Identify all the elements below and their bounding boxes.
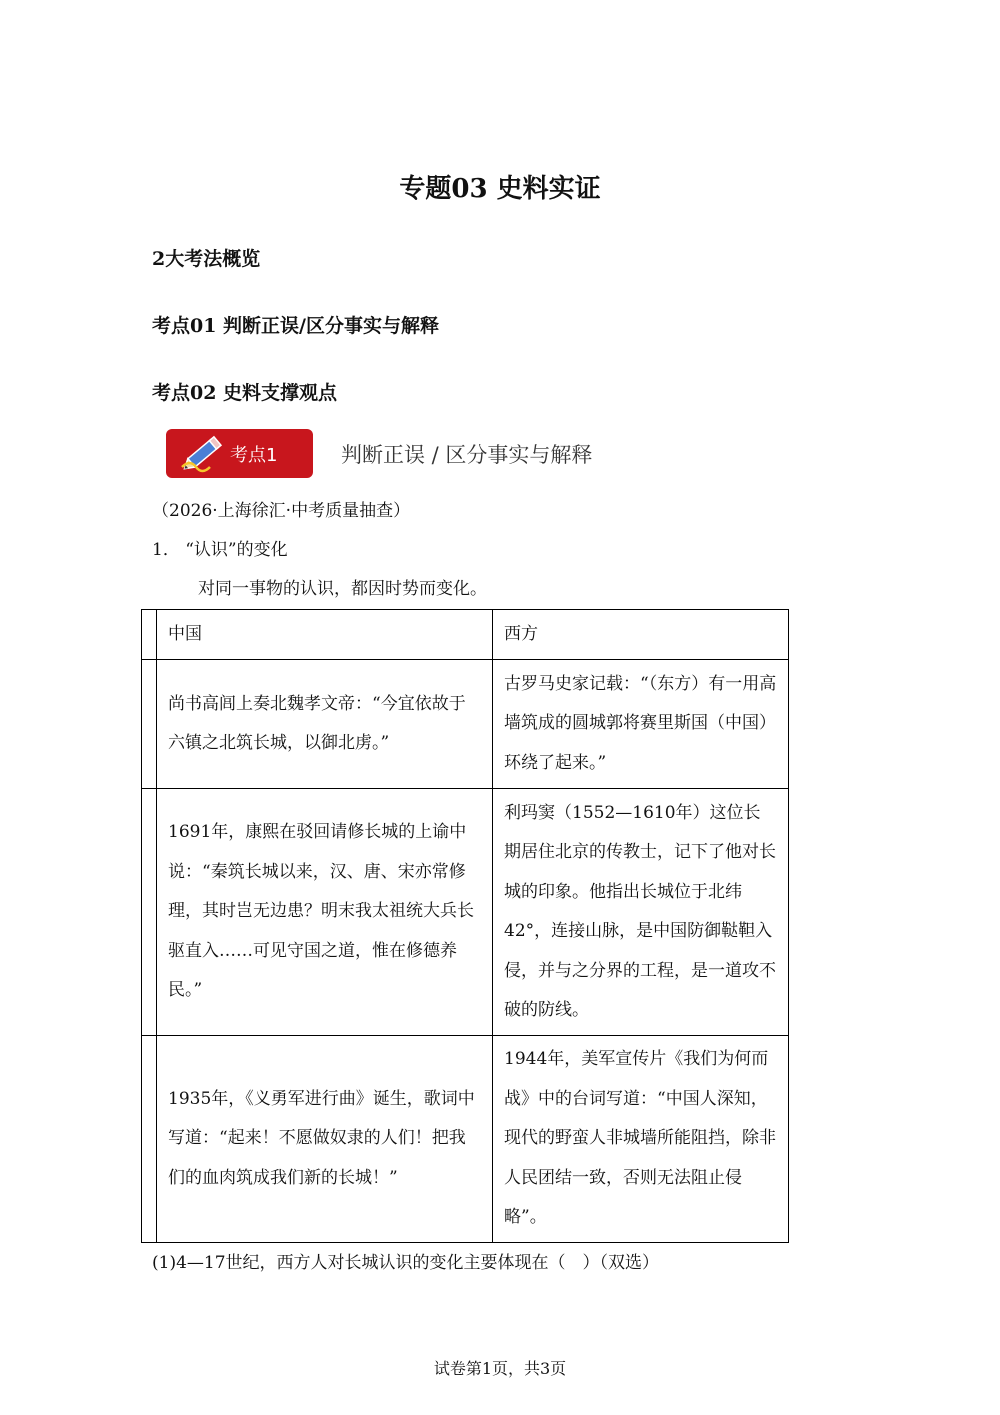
exam-point-badge-label: 考点1 [230,445,278,466]
sub-question-1: (1)4—17世纪，西方人对长城认识的变化主要体现在（ ）（双选） [152,1253,660,1273]
page-title: 专题03 史料实证 [399,174,601,204]
table-header-row [142,610,789,660]
question-number: 1． [152,540,180,560]
exam-point-subtitle: 判断正误 / 区分事实与解释 [341,443,593,467]
table-gutter-cell [142,1036,157,1243]
table-cell-china: 尚书高闾上奏北魏孝文帝：“今宜依故于六镇之北筑长城，以御北虏。” [157,660,493,789]
table-cell-west: 1944年，美军宣传片《我们为何而战》中的台词写道：“中国人深知，现代的野蛮人非城墙所能阻挡，除非人民团结一致，否则无法阻止侵略”。 [493,1036,789,1243]
table-row [142,660,789,789]
point-02-heading: 考点02 史料支撑观点 [152,382,338,404]
pencil-icon [174,429,234,478]
table-gutter-cell [142,610,157,660]
column-header-china: 中国 [157,610,493,660]
question-heading [152,535,288,560]
overview-heading: 2大考法概览 [152,248,261,270]
table-cell-west: 古罗马史家记载：“（东方）有一用高墙筑成的圆城郭将赛里斯国（中国）环绕了起来。” [493,660,789,789]
column-header-west: 西方 [493,610,789,660]
table-row [142,1036,789,1243]
table-gutter-cell [142,789,157,1036]
table-cell-china: 1935年，《义勇军进行曲》诞生，歌词中写道：“起来！不愿做奴隶的人们！把我们的血肉筑成我们新的长城！” [157,1036,493,1243]
table-gutter-cell [142,660,157,789]
table-cell-west: 利玛窦（1552—1610年）这位长期居住北京的传教士，记下了他对长城的印象。他指出长城位于北纬42°，连接山脉，是中国防御鞑靼入侵，并与之分界的工程，是一道攻不破的防线。 [493,789,789,1036]
point-01-heading: 考点01 判断正误/区分事实与解释 [152,315,439,337]
table-row [142,789,789,1036]
question-source: （2026·上海徐汇·中考质量抽查） [152,501,411,521]
question-intro: 对同一事物的认识，都因时势而变化。 [198,579,487,599]
page-footer: 试卷第1页，共3页 [433,1359,567,1378]
question-title: “认识”的变化 [185,540,288,560]
comparison-table [141,609,789,1243]
table-cell-china: 1691年，康熙在驳回请修长城的上谕中说：“秦筑长城以来，汉、唐、宋亦常修理，其时岂无边患？明末我太祖统大兵长驱直入……可见守国之道，惟在修德养民。” [157,789,493,1036]
